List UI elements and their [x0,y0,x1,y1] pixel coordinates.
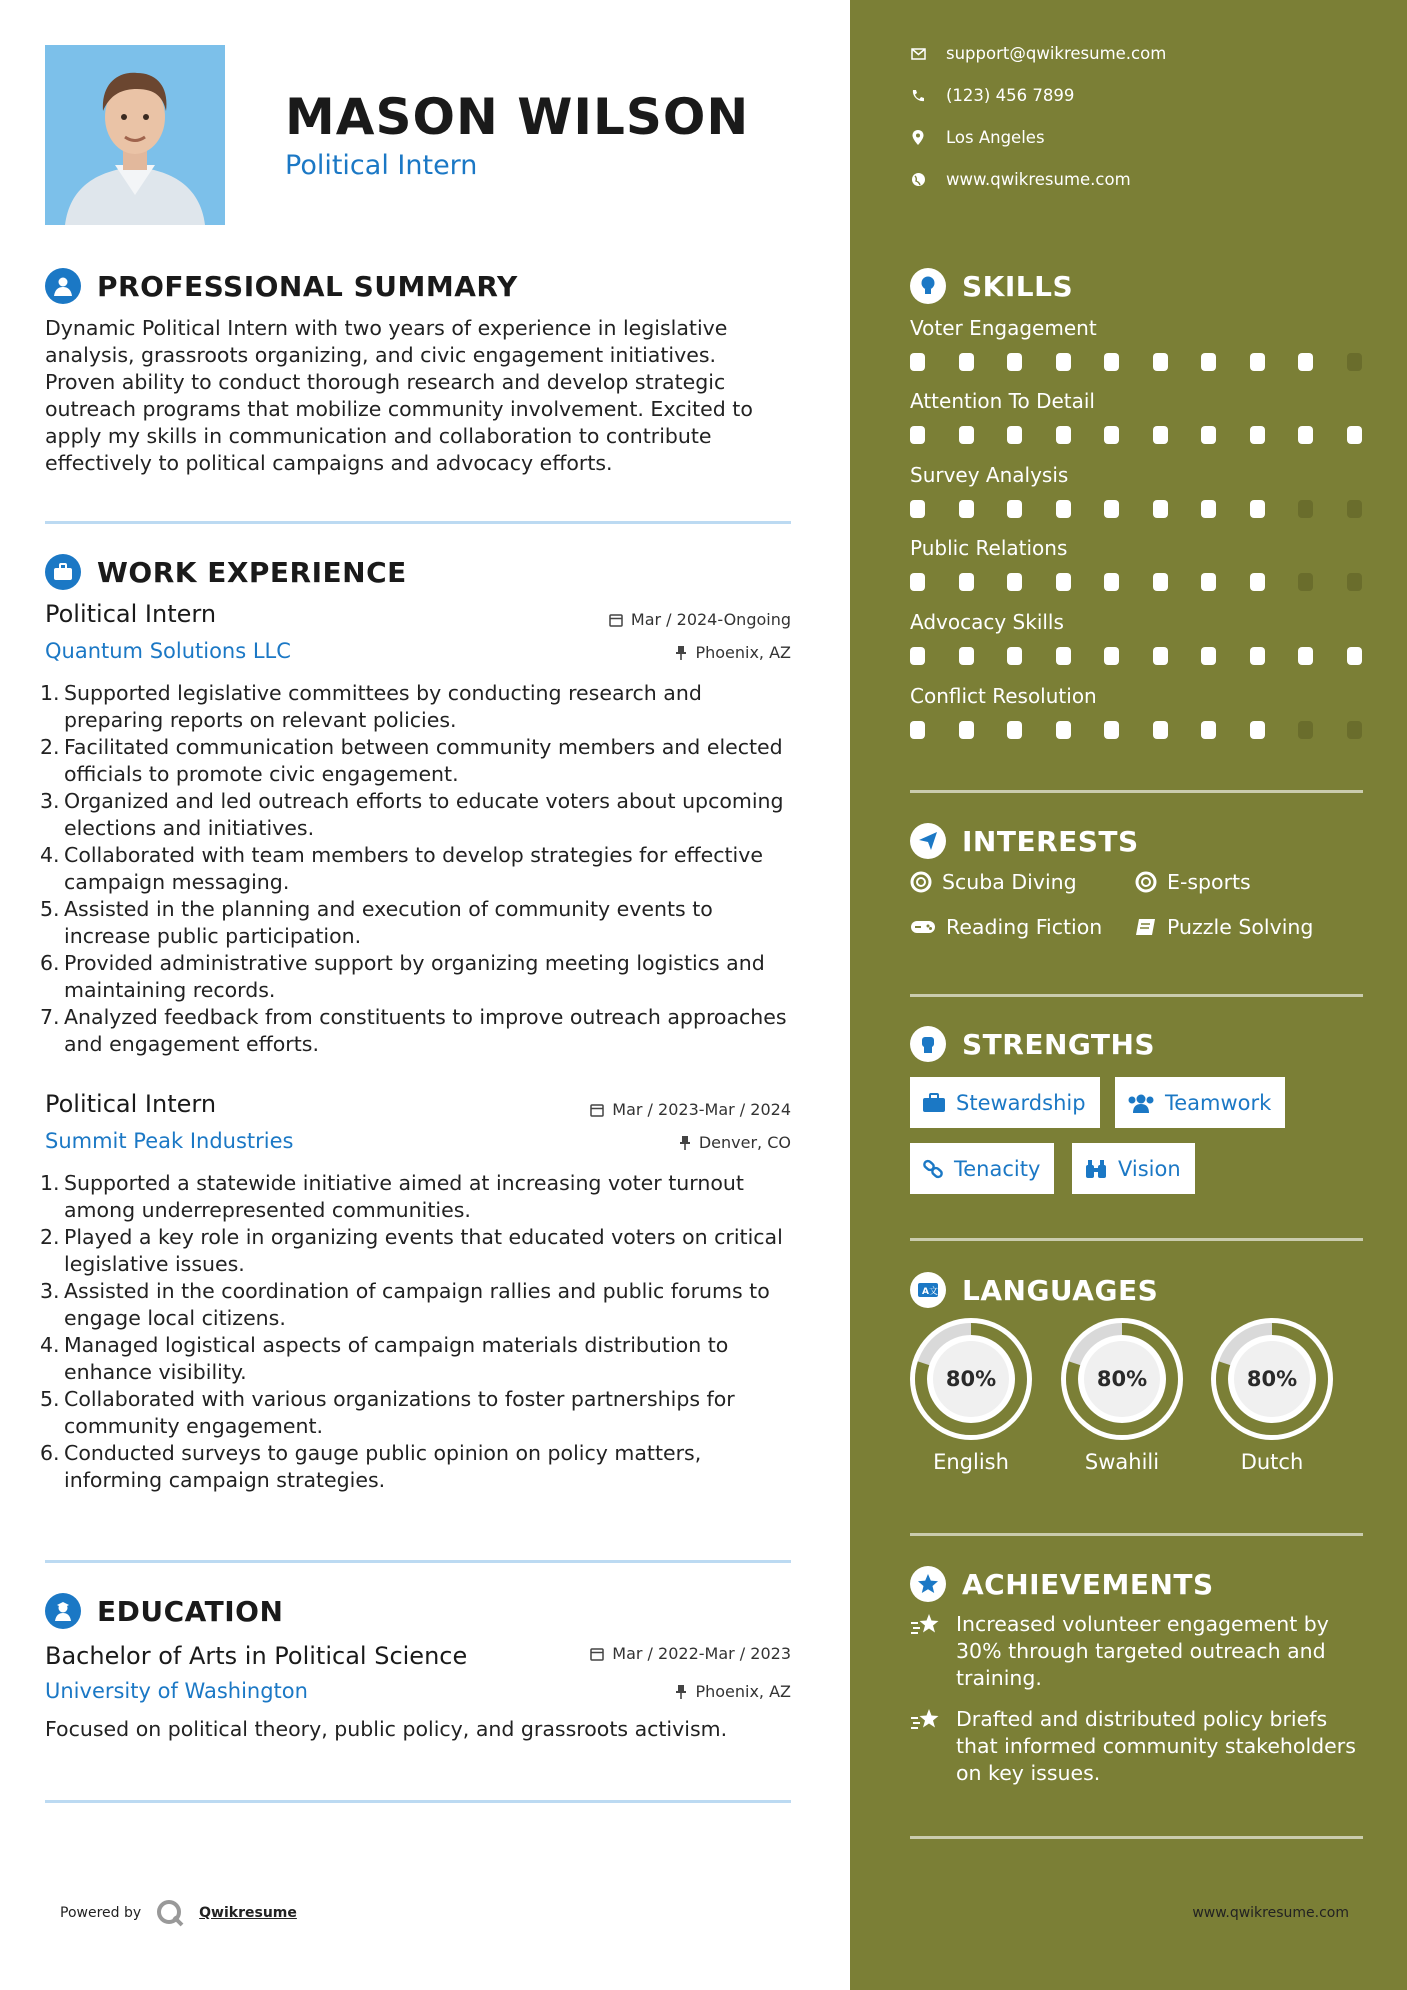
strength-label: Tenacity [954,1156,1041,1181]
company-name: Quantum Solutions LLC [45,639,291,663]
language-ring [910,1318,1032,1440]
strength-badge [910,1143,1054,1194]
interest-item [1135,870,1251,894]
interest-label: Puzzle Solving [1167,915,1314,939]
pin-icon [675,646,687,660]
list-item [40,1224,800,1278]
strength-label: Stewardship [956,1090,1086,1115]
star-badge-icon [910,1566,946,1602]
education-date [590,1644,791,1663]
list-item-text: Collaborated with team members to develop strategies for effective campaign messaging. [64,843,763,894]
languages-title: LANGUAGES [962,1273,1159,1307]
calendar-icon [590,1647,604,1661]
paper-plane-icon [910,823,946,859]
list-item-text: Facilitated communication between community members and elected officials to promote civic engagement. [64,735,783,786]
skill-dot [1201,426,1216,444]
contact-location [910,128,1045,147]
language-name: English [933,1450,1009,1474]
candidate-role: Political Intern [285,150,478,181]
list-item [40,1278,800,1332]
list-item-text: Organized and led outreach efforts to educate voters about upcoming elections and initiatives. [64,789,784,840]
interests-title: INTERESTS [962,824,1139,858]
users-icon [1127,1093,1155,1113]
strength-label: Teamwork [1165,1090,1272,1115]
school-name: University of Washington [45,1679,308,1703]
language-percent: 80% [1246,1367,1298,1391]
skill-dot [1007,500,1022,518]
list-item [40,950,800,1004]
skill-dot [959,353,974,371]
skill-dot [1201,573,1216,591]
skill-dot [959,426,974,444]
briefcase-icon [45,554,81,590]
list-item [40,1440,800,1494]
skill-dot [1007,353,1022,371]
skill-dot [1201,647,1216,665]
interests-heading [910,823,1139,859]
skill-dot [1250,426,1265,444]
company-name: Summit Peak Industries [45,1129,294,1153]
skill-rating [910,353,1363,371]
sidebar-divider [910,790,1363,793]
list-number: 1. [40,1171,60,1195]
contact-location-text: Los Angeles [946,128,1045,147]
contact-email-text: support@qwikresume.com [946,44,1167,63]
degree-name: Bachelor of Arts in Political Science [45,1642,468,1670]
skill-dot [1298,573,1313,591]
list-item [40,734,800,788]
skills-title: SKILLS [962,269,1074,303]
achievement-item [910,1611,1360,1692]
skill-dot [1347,721,1362,739]
user-icon [45,268,81,304]
sidebar-divider [910,1836,1363,1839]
interest-label: Reading Fiction [946,915,1103,939]
skill-dot [959,573,974,591]
list-item [40,1332,800,1386]
languages-heading [910,1272,1158,1308]
summary-text: Dynamic Political Intern with two years of experience in legislative analysis, grassroots organizing, and civic engagement initiatives. Proven ability to conduct thorough research and develop strategic outreach programs that mobilize community involvement. Excited to apply my skills in communication and collaboration to contribute effectively to political campaigns and advocacy efforts. [45,316,753,475]
list-item-text: Managed logistical aspects of campaign materials distribution to enhance visibility. [64,1333,729,1384]
skill-dot [1056,721,1071,739]
list-item-text: Provided administrative support by organizing meeting logistics and maintaining records. [64,951,765,1002]
skill-dot [1104,500,1119,518]
strength-label: Vision [1118,1156,1181,1181]
list-item [40,788,800,842]
strength-badge [1115,1077,1285,1128]
shooting-star-icon [910,1706,942,1787]
skill-dot [1153,426,1168,444]
powered-by-label: Powered by [60,1905,142,1921]
education-date-text: Mar / 2022-Mar / 2023 [612,1644,791,1663]
globe-icon [910,172,926,188]
interest-item [1135,915,1313,939]
education-heading [45,1593,283,1629]
education-title: EDUCATION [97,1594,284,1628]
life-ring-icon [1135,871,1157,893]
list-number: 5. [40,897,60,921]
summary-title: PROFESSIONAL SUMMARY [97,269,518,303]
skill-dot [1347,573,1362,591]
list-number: 6. [40,1441,60,1465]
education-description: Focused on political theory, public policy, and grassroots activism. [45,1717,728,1741]
candidate-name: MASON WILSON [285,88,750,146]
skill-name: Public Relations [910,536,1068,560]
calendar-icon [590,1103,604,1117]
skill-name: Advocacy Skills [910,610,1064,634]
skill-dot [1298,721,1313,739]
summary-heading [45,268,518,304]
translate-icon [910,1272,946,1308]
skill-dot [1104,721,1119,739]
list-number: 2. [40,1225,60,1249]
skill-rating [910,426,1363,444]
skill-dot [1104,353,1119,371]
skill-dot [1250,647,1265,665]
job-location [679,1133,791,1152]
skill-dot [1298,426,1313,444]
language-ring [1211,1318,1333,1440]
achievement-text: Increased volunteer engagement by 30% through targeted outreach and training. [956,1612,1329,1690]
skill-dot [1250,500,1265,518]
skill-dot [910,426,925,444]
section-divider [45,1560,791,1563]
skill-dot [1153,721,1168,739]
list-number: 6. [40,951,60,975]
language-item [910,1318,1032,1474]
list-item-text: Played a key role in organizing events that educated voters on critical legislative issues. [64,1225,783,1276]
contact-website-text: www.qwikresume.com [946,170,1131,189]
skill-dot [1007,647,1022,665]
skill-dot [1007,426,1022,444]
work-title: WORK EXPERIENCE [97,555,407,589]
job-location-text: Denver, CO [698,1133,791,1152]
education-location [675,1682,791,1701]
skill-dot [1347,647,1362,665]
phone-icon [910,88,926,104]
skill-rating [910,647,1363,665]
skill-rating [910,500,1363,518]
contact-email[interactable] [910,44,1166,63]
qwikresume-logo-icon [155,1898,185,1928]
achievements-title: ACHIEVEMENTS [962,1567,1214,1601]
sidebar-divider [910,1238,1363,1241]
list-number: 4. [40,843,60,867]
job-title: Political Intern [45,1090,217,1118]
skill-dot [959,721,974,739]
skill-dot [959,647,974,665]
shooting-star-icon [910,1611,942,1692]
list-number: 5. [40,1387,60,1411]
list-item-text: Supported a statewide initiative aimed at increasing voter turnout among underrepresented communities. [64,1171,744,1222]
sidebar-divider [910,994,1363,997]
section-divider [45,1800,791,1803]
achievements-heading [910,1566,1214,1602]
job-date-text: Mar / 2023-Mar / 2024 [612,1100,791,1119]
section-divider [45,521,791,524]
svg-text:文: 文 [929,1287,939,1297]
skill-dot [1104,426,1119,444]
strength-badge [1072,1143,1195,1194]
job-location-text: Phoenix, AZ [695,643,791,662]
skill-dot [1153,647,1168,665]
skill-dot [1250,721,1265,739]
language-item [1061,1318,1183,1474]
list-number: 1. [40,681,60,705]
skill-dot [959,500,974,518]
skill-dot [1056,426,1071,444]
job-date [590,1100,791,1119]
skill-dot [1153,353,1168,371]
strength-badge [910,1077,1100,1128]
pin-icon [675,1685,687,1699]
list-item-text: Assisted in the planning and execution of community events to increase public participation. [64,897,713,948]
skill-dot [1104,647,1119,665]
skill-dot [1250,353,1265,371]
list-item [40,896,800,950]
skill-dot [1056,647,1071,665]
language-item [1211,1318,1333,1474]
list-item-text: Assisted in the coordination of campaign rallies and public forums to engage local citizens. [64,1279,770,1330]
list-item-text: Collaborated with various organizations to foster partnerships for community engagement. [64,1387,735,1438]
qwikresume-link[interactable]: Qwikresume [199,1905,297,1921]
skill-rating [910,573,1363,591]
skill-dot [910,647,925,665]
skill-dot [1347,500,1362,518]
list-item [40,680,800,734]
job-date-text: Mar / 2024-Ongoing [630,610,791,629]
skill-dot [1056,573,1071,591]
language-percent: 80% [945,1367,997,1391]
work-heading [45,554,407,590]
envelope-icon [910,46,926,62]
achievement-text: Drafted and distributed policy briefs that informed community stakeholders on key issues. [956,1707,1356,1785]
education-location-text: Phoenix, AZ [695,1682,791,1701]
skill-dot [1298,500,1313,518]
skill-dot [1347,353,1362,371]
job-responsibilities [40,1170,800,1494]
list-item-text: Analyzed feedback from constituents to improve outreach approaches and engagement efforts. [64,1005,787,1056]
skill-dot [1056,353,1071,371]
list-item [40,1386,800,1440]
link-icon [922,1158,944,1180]
language-ring [1061,1318,1183,1440]
language-name: Swahili [1084,1450,1160,1474]
skill-dot [910,500,925,518]
sidebar [850,0,1407,1990]
skill-dot [910,721,925,739]
skills-heading [910,268,1073,304]
interest-label: E-sports [1167,870,1251,894]
fist-icon [910,1026,946,1062]
skill-dot [1104,573,1119,591]
skill-dot [1201,353,1216,371]
graduate-icon [45,1593,81,1629]
skill-name: Survey Analysis [910,463,1069,487]
binoculars-icon [1084,1159,1108,1179]
interest-item [910,915,1102,939]
skill-dot [1056,500,1071,518]
briefcase-icon [922,1093,946,1113]
list-number: 3. [40,789,60,813]
list-number: 3. [40,1279,60,1303]
footer-powered-by [60,1898,297,1928]
skill-rating [910,721,1363,739]
job-title: Political Intern [45,600,217,628]
skill-name: Attention To Detail [910,389,1095,413]
skill-name: Voter Engagement [910,316,1097,340]
skill-dot [1201,721,1216,739]
calendar-icon [609,613,623,627]
list-item-text: Conducted surveys to gauge public opinion on policy matters, informing campaign strategies. [64,1441,702,1492]
strengths-heading [910,1026,1155,1062]
skill-dot [1153,573,1168,591]
interest-label: Scuba Diving [942,870,1077,894]
list-number: 7. [40,1005,60,1029]
book-icon [1135,917,1157,937]
job-responsibilities [40,680,800,1058]
language-name: Dutch [1240,1450,1304,1474]
list-item [40,842,800,896]
skill-dot [1347,426,1362,444]
contact-phone[interactable] [910,86,1074,105]
list-number: 2. [40,735,60,759]
sidebar-divider [910,1533,1363,1536]
interest-item [910,870,1077,894]
skill-dot [1201,500,1216,518]
list-item-text: Supported legislative committees by conducting research and preparing reports on relevant policies. [64,681,702,732]
lightbulb-icon [910,268,946,304]
skill-dot [1153,500,1168,518]
gamepad-icon [910,918,936,936]
skill-dot [1007,573,1022,591]
skill-dot [1298,647,1313,665]
contact-website[interactable] [910,170,1131,189]
skill-dot [1250,573,1265,591]
svg-text:A: A [922,1287,929,1297]
profile-photo [45,45,225,225]
job-date [609,610,791,629]
job-location [675,643,791,662]
skill-name: Conflict Resolution [910,684,1097,708]
strengths-title: STRENGTHS [962,1027,1156,1061]
skill-dot [910,573,925,591]
skill-dot [1298,353,1313,371]
list-item [40,1004,800,1058]
contact-phone-text: (123) 456 7899 [946,86,1075,105]
achievement-item [910,1706,1360,1787]
life-ring-icon [910,871,932,893]
location-pin-icon [910,130,926,146]
pin-icon [679,1136,691,1150]
skill-dot [910,353,925,371]
skill-dot [1007,721,1022,739]
list-number: 4. [40,1333,60,1357]
list-item [40,1170,800,1224]
footer-website[interactable]: www.qwikresume.com [1192,1905,1349,1921]
language-percent: 80% [1096,1367,1148,1391]
